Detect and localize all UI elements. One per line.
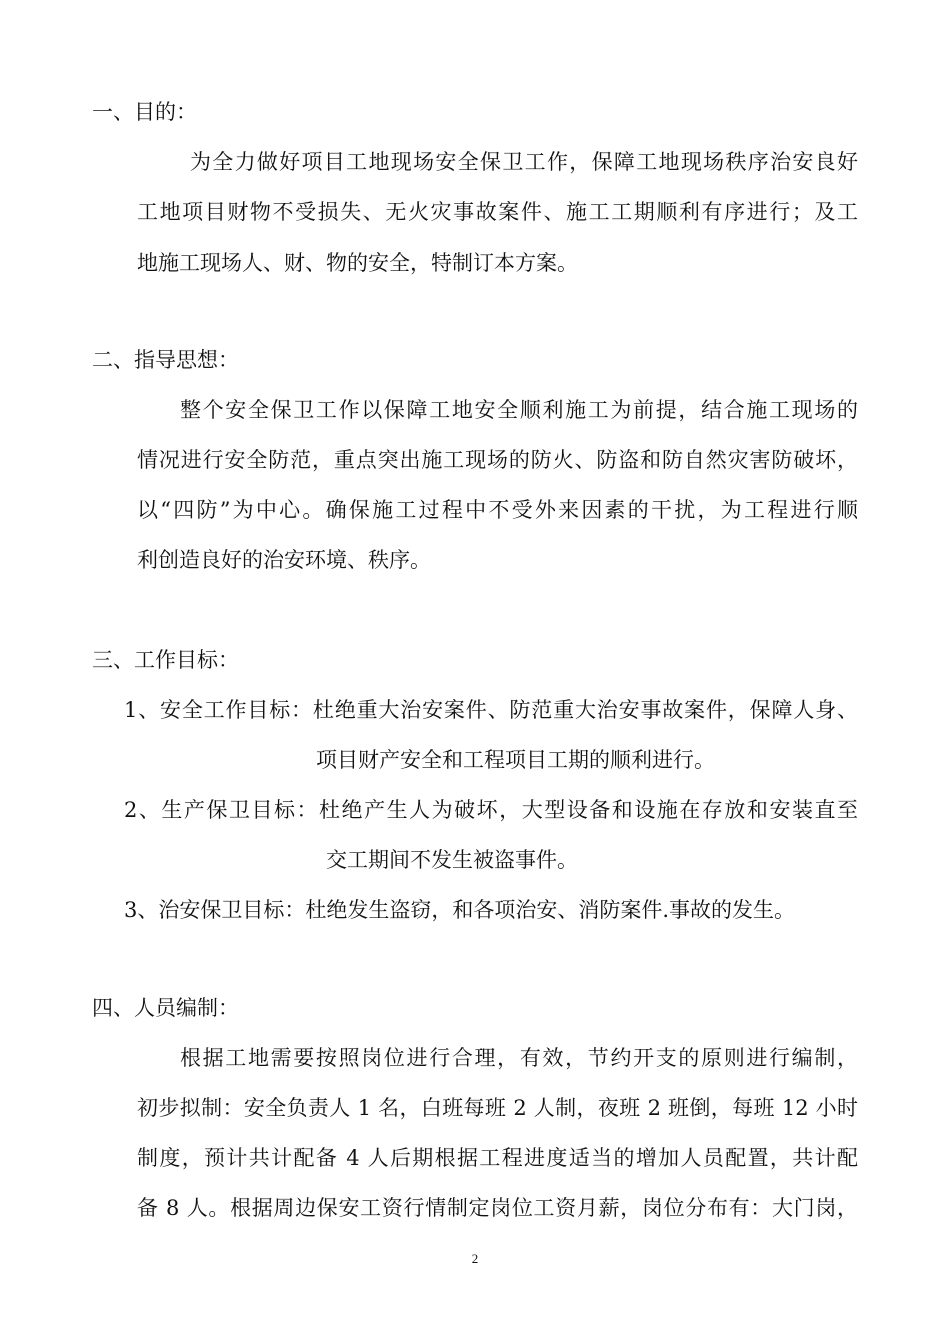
goal-item-line: 1、安全工作目标：杜绝重大治安案件、防范重大治安事故案件，保障人身、: [124, 698, 858, 722]
paragraph-line: 根据工地需要按照岗位进行合理，有效，节约开支的原则进行编制，: [180, 1046, 858, 1070]
paragraph-line: 以“四防”为中心。确保施工过程中不受外来因素的干扰，为工程进行顺: [137, 498, 858, 522]
paragraph-line: 备 8 人。根据周边保安工资行情制定岗位工资月薪，岗位分布有：大门岗，: [137, 1196, 858, 1220]
goal-item-line: 项目财产安全和工程项目工期的顺利进行。: [316, 748, 715, 772]
goal-item-line: 3、治安保卫目标：杜绝发生盗窃，和各项治安、消防案件.事故的发生。: [124, 898, 796, 922]
paragraph-line: 地施工现场人、财、物的安全，特制订本方案。: [137, 251, 578, 275]
paragraph-line: 情况进行安全防范，重点突出施工现场的防火、防盗和防自然灾害防破坏，: [137, 448, 858, 472]
section-heading-guiding-idea: 二、指导思想：: [92, 348, 239, 372]
goal-item-line: 交工期间不发生被盗事件。: [326, 848, 578, 872]
section-heading-work-goals: 三、工作目标：: [92, 648, 239, 672]
goal-item-line: 2、生产保卫目标：杜绝产生人为破坏，大型设备和设施在存放和安装直至: [124, 798, 858, 822]
paragraph-line: 为全力做好项目工地现场安全保卫工作，保障工地现场秩序治安良好: [190, 150, 858, 174]
section-heading-purpose: 一、目的：: [92, 100, 197, 124]
paragraph-line: 利创造良好的治安环境、秩序。: [137, 548, 431, 572]
paragraph-line: 初步拟制：安全负责人 1 名，白班每班 2 人制，夜班 2 班倒，每班 12 小时: [137, 1096, 858, 1120]
paragraph-line: 制度，预计共计配备 4 人后期根据工程进度适当的增加人员配置，共计配: [137, 1146, 858, 1170]
page-number: 2: [471, 1251, 479, 1266]
paragraph-line: 工地项目财物不受损失、无火灾事故案件、施工工期顺利有序进行；及工: [137, 200, 858, 224]
section-heading-staffing: 四、人员编制：: [92, 996, 239, 1020]
paragraph-line: 整个安全保卫工作以保障工地安全顺利施工为前提，结合施工现场的: [180, 398, 858, 422]
